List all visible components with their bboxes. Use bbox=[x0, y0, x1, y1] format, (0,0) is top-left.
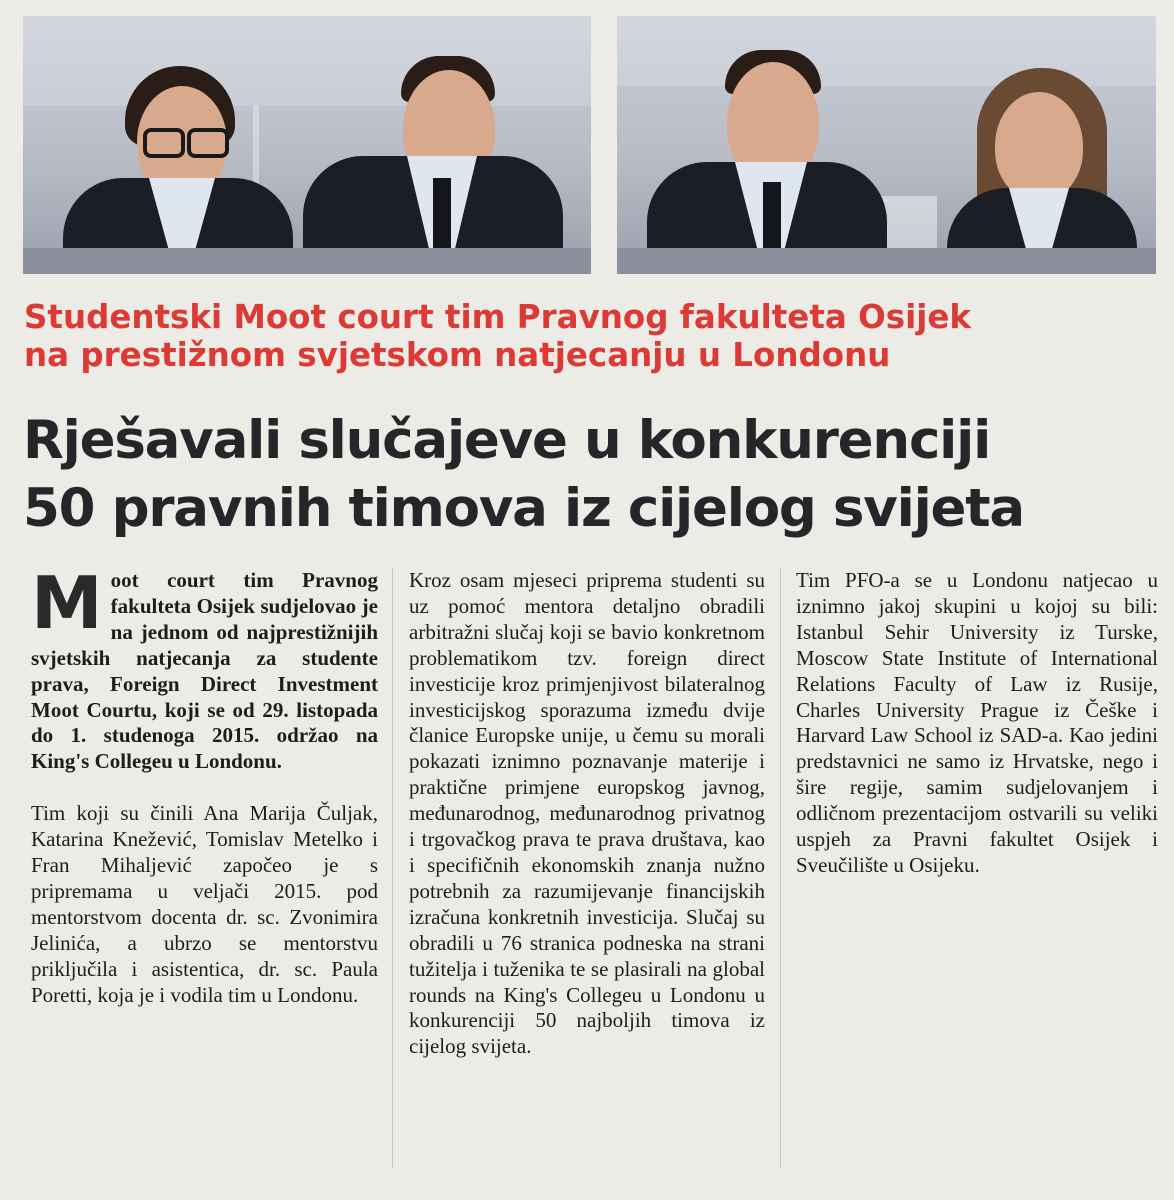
person-woman-left bbox=[63, 16, 293, 274]
article-paragraph-4: Tim PFO-a se u Londonu natjecao u iznimno jakoj skupini u kojoj su bili: Istanbul Sehir University iz Turske, Moscow State Institute of International Relations Faculty of Law iz Rusije, Charles University Prague iz Češke i Harvard Law School iz SAD-a. Kao jedini predstavnici ne samo iz Hrvatske, nego i šire regije, samim sudjelovanjem i odličnom prezentacijom ostvarili su veliki uspjeh za Pravni fakultet Osijek i Sveučilište u Osijeku. bbox=[796, 568, 1158, 877]
article-lede bbox=[31, 561, 378, 775]
person-man-left bbox=[303, 16, 563, 274]
article-paragraph-3: Kroz osam mjeseci priprema studenti su uz pomoć mentora detaljno obradili arbitražni slučaj koji se bavio konkretnom problematikom tzv. foreign direct investicije kroz primjenjivost bilateralnog investicijskog sporazuma između dvije članice Europske unije, u čemu su morali pokazati iznimno poznavanje materije i praktične primjene europskog javnog, međunarodnog, međunarodnog privatnog i trgovačkog prava te prava društava, kao i specifičnih ekonomskih znanja nužno potrebnih za razumijevanje financijskih izračuna konkretnih investicija. Slučaj su obradili u 76 stranica podneska na strani tužitelja i tuženika te se plasirali na global rounds na King's Collegeu u Londonu u konkurenciji 50 najboljih timova iz cijelog svijeta. bbox=[409, 568, 765, 1059]
dropcap: M bbox=[31, 561, 103, 645]
article-column-2 bbox=[409, 568, 765, 1060]
kicker-line-1: Studentski Moot court tim Pravnog fakulteta Osijek bbox=[24, 298, 972, 336]
article-paragraph-2: Tim koji su činili Ana Marija Čuljak, Katarina Knežević, Tomislav Metelko i Fran Mihaljević započeo je s pripremama u veljači 2015. pod mentorstvom docenta dr. sc. Zvonimira Jelinića, a ubrzo se mentorstvu priključila i asistentica, dr. sc. Paula Poretti, koja je i vodila tim u Londonu. bbox=[31, 801, 378, 1007]
photo-right bbox=[617, 16, 1156, 274]
person-woman-right bbox=[937, 16, 1137, 274]
photo-left bbox=[23, 16, 591, 274]
headline-line-1: Rješavali slučajeve u konkurenciji bbox=[23, 410, 991, 471]
person-man-right bbox=[647, 16, 887, 274]
headline-line-2: 50 pravnih timova iz cijelog svijeta bbox=[23, 478, 1024, 539]
kicker-line-2: na prestižnom svjetskom natjecanju u Londonu bbox=[24, 336, 891, 374]
kicker bbox=[24, 298, 1154, 374]
article-column-3 bbox=[796, 568, 1158, 879]
article-lede-text: oot court tim Pravnog fakulteta Osijek sudjelovao je na jednom od najprestižnijih svjetskih natjecanja za studente prava, Foreign Direct Investment Moot Courtu, koji se od 29. listopada do 1. studenoga 2015. održao na King's Collegeu u Londonu. bbox=[31, 568, 378, 774]
headline bbox=[23, 407, 1153, 543]
article-column-1 bbox=[31, 561, 378, 1009]
